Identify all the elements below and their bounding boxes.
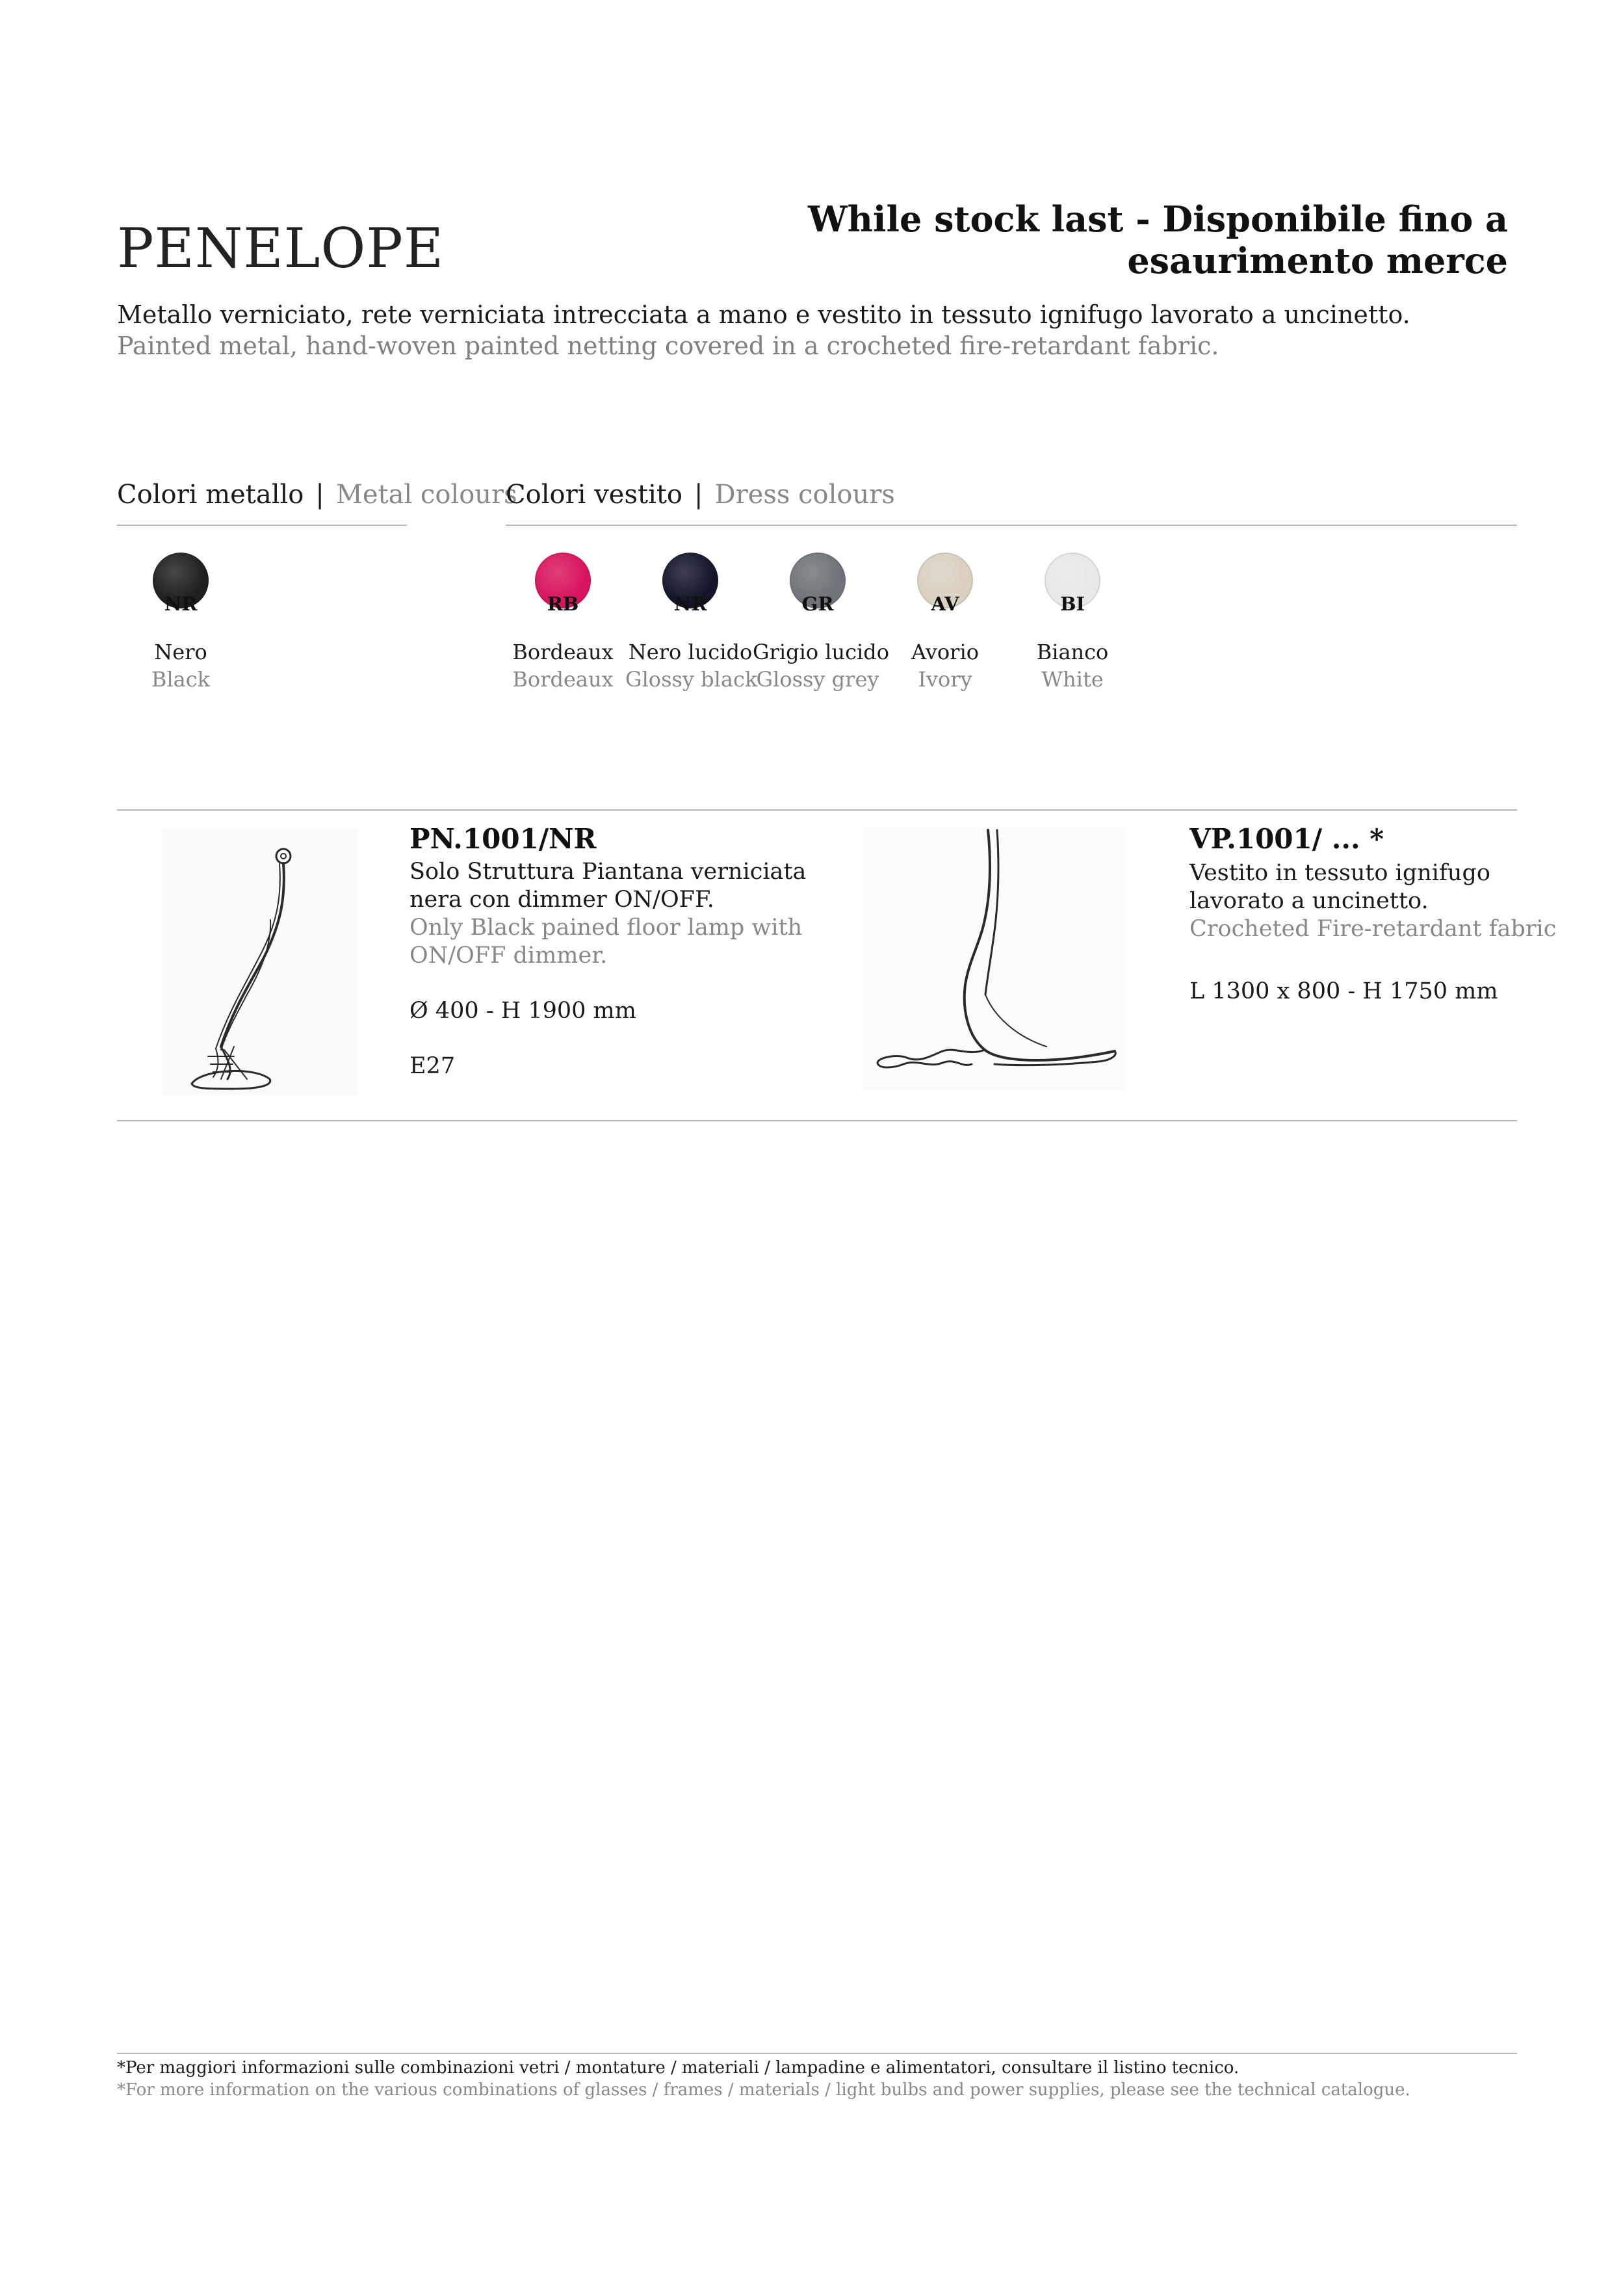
product-dimensions-pn1001: Ø 400 - H 1900 mm — [409, 998, 636, 1024]
floor-lamp-drawing — [156, 822, 364, 1102]
dress-swatch-av — [880, 553, 1010, 692]
metal-colours-label-it: Colori metallo — [117, 480, 304, 510]
footer-note-italian: *Per maggiori informazioni sulle combinazioni vetri / montature / materiali / lampadine e alimentatori, consultare il listino tecnico. — [117, 2058, 1240, 2078]
color-code: RB — [547, 593, 579, 615]
dress-colours-heading — [506, 480, 895, 510]
footer-divider — [117, 2053, 1517, 2054]
product-desc-it-line: Vestito in tessuto ignifugo — [1189, 860, 1490, 886]
dress-swatch-bi — [1007, 553, 1137, 692]
metal-colours-label-en: Metal colours — [335, 480, 517, 510]
dress-drawing — [858, 822, 1131, 1095]
metal-swatch-nr — [116, 553, 246, 692]
product-dimensions-vp1001: L 1300 x 800 - H 1750 mm — [1189, 978, 1498, 1004]
description-italian: Metallo verniciato, rete verniciata intrecciata a mano e vestito in tessuto ignifugo lavorato a uncinetto. — [117, 300, 1410, 329]
heading-separator: | — [694, 480, 703, 510]
color-name-en: Glossy black — [625, 667, 758, 692]
color-code: GR — [801, 593, 834, 615]
dress-colours-label-it: Colori vestito — [506, 480, 683, 510]
product-code-vp1001: VP.1001/ ... * — [1189, 823, 1384, 855]
color-code: NR — [164, 593, 198, 615]
product-code-pn1001: PN.1001/NR — [409, 823, 597, 855]
color-code: AV — [931, 593, 959, 615]
color-name-it: Nero lucido — [628, 640, 753, 664]
color-name-en: Ivory — [918, 667, 972, 692]
dress-colours-divider — [506, 525, 1517, 526]
description-english: Painted metal, hand-woven painted netting covered in a crocheted fire-retardant fabric. — [117, 332, 1219, 360]
color-name-it: Grigio lucido — [753, 640, 889, 664]
color-name-it: Bianco — [1036, 640, 1109, 664]
product-pn1001-details — [409, 858, 806, 970]
dress-swatch-nr — [625, 553, 758, 692]
color-name-en: White — [1041, 667, 1104, 692]
dress-swatch-gr — [753, 553, 889, 692]
color-name-en: Bordeaux — [512, 667, 614, 692]
product-desc-en-line: ON/OFF dimmer. — [409, 943, 608, 969]
products-top-divider — [117, 809, 1517, 811]
product-desc-it-line: lavorato a uncinetto. — [1189, 888, 1429, 914]
color-name-it: Avorio — [911, 640, 979, 664]
metal-colours-divider — [117, 525, 407, 526]
dress-colours-label-en: Dress colours — [714, 480, 895, 510]
product-desc-it-line: Solo Struttura Piantana verniciata — [409, 859, 807, 885]
page-title: PENELOPE — [117, 216, 445, 280]
color-code: NR — [673, 593, 707, 615]
product-desc-it-line: nera con dimmer ON/OFF. — [409, 887, 714, 913]
products-bottom-divider — [117, 1120, 1517, 1121]
color-name-it: Bordeaux — [512, 640, 614, 664]
dress-swatch-rb — [498, 553, 628, 692]
color-name-en: Black — [151, 667, 211, 692]
footer-note-english: *For more information on the various combinations of glasses / frames / materials / light bulbs and power supplies, please see the technical catalogue. — [117, 2080, 1410, 2100]
product-socket-pn1001: E27 — [409, 1053, 456, 1079]
color-code: BI — [1059, 593, 1085, 615]
product-desc-en-line: Only Black pained floor lamp with — [409, 915, 803, 941]
product-vp1001-details — [1189, 859, 1556, 943]
color-name-en: Glossy grey — [756, 667, 879, 692]
heading-separator: | — [315, 480, 324, 510]
color-name-it: Nero — [154, 640, 207, 664]
product-desc-en-line: Crocheted Fire-retardant fabric — [1189, 916, 1557, 942]
stock-notice: While stock last - Disponibile fino a esaurimento merce — [808, 198, 1508, 281]
metal-colours-heading — [117, 480, 517, 510]
